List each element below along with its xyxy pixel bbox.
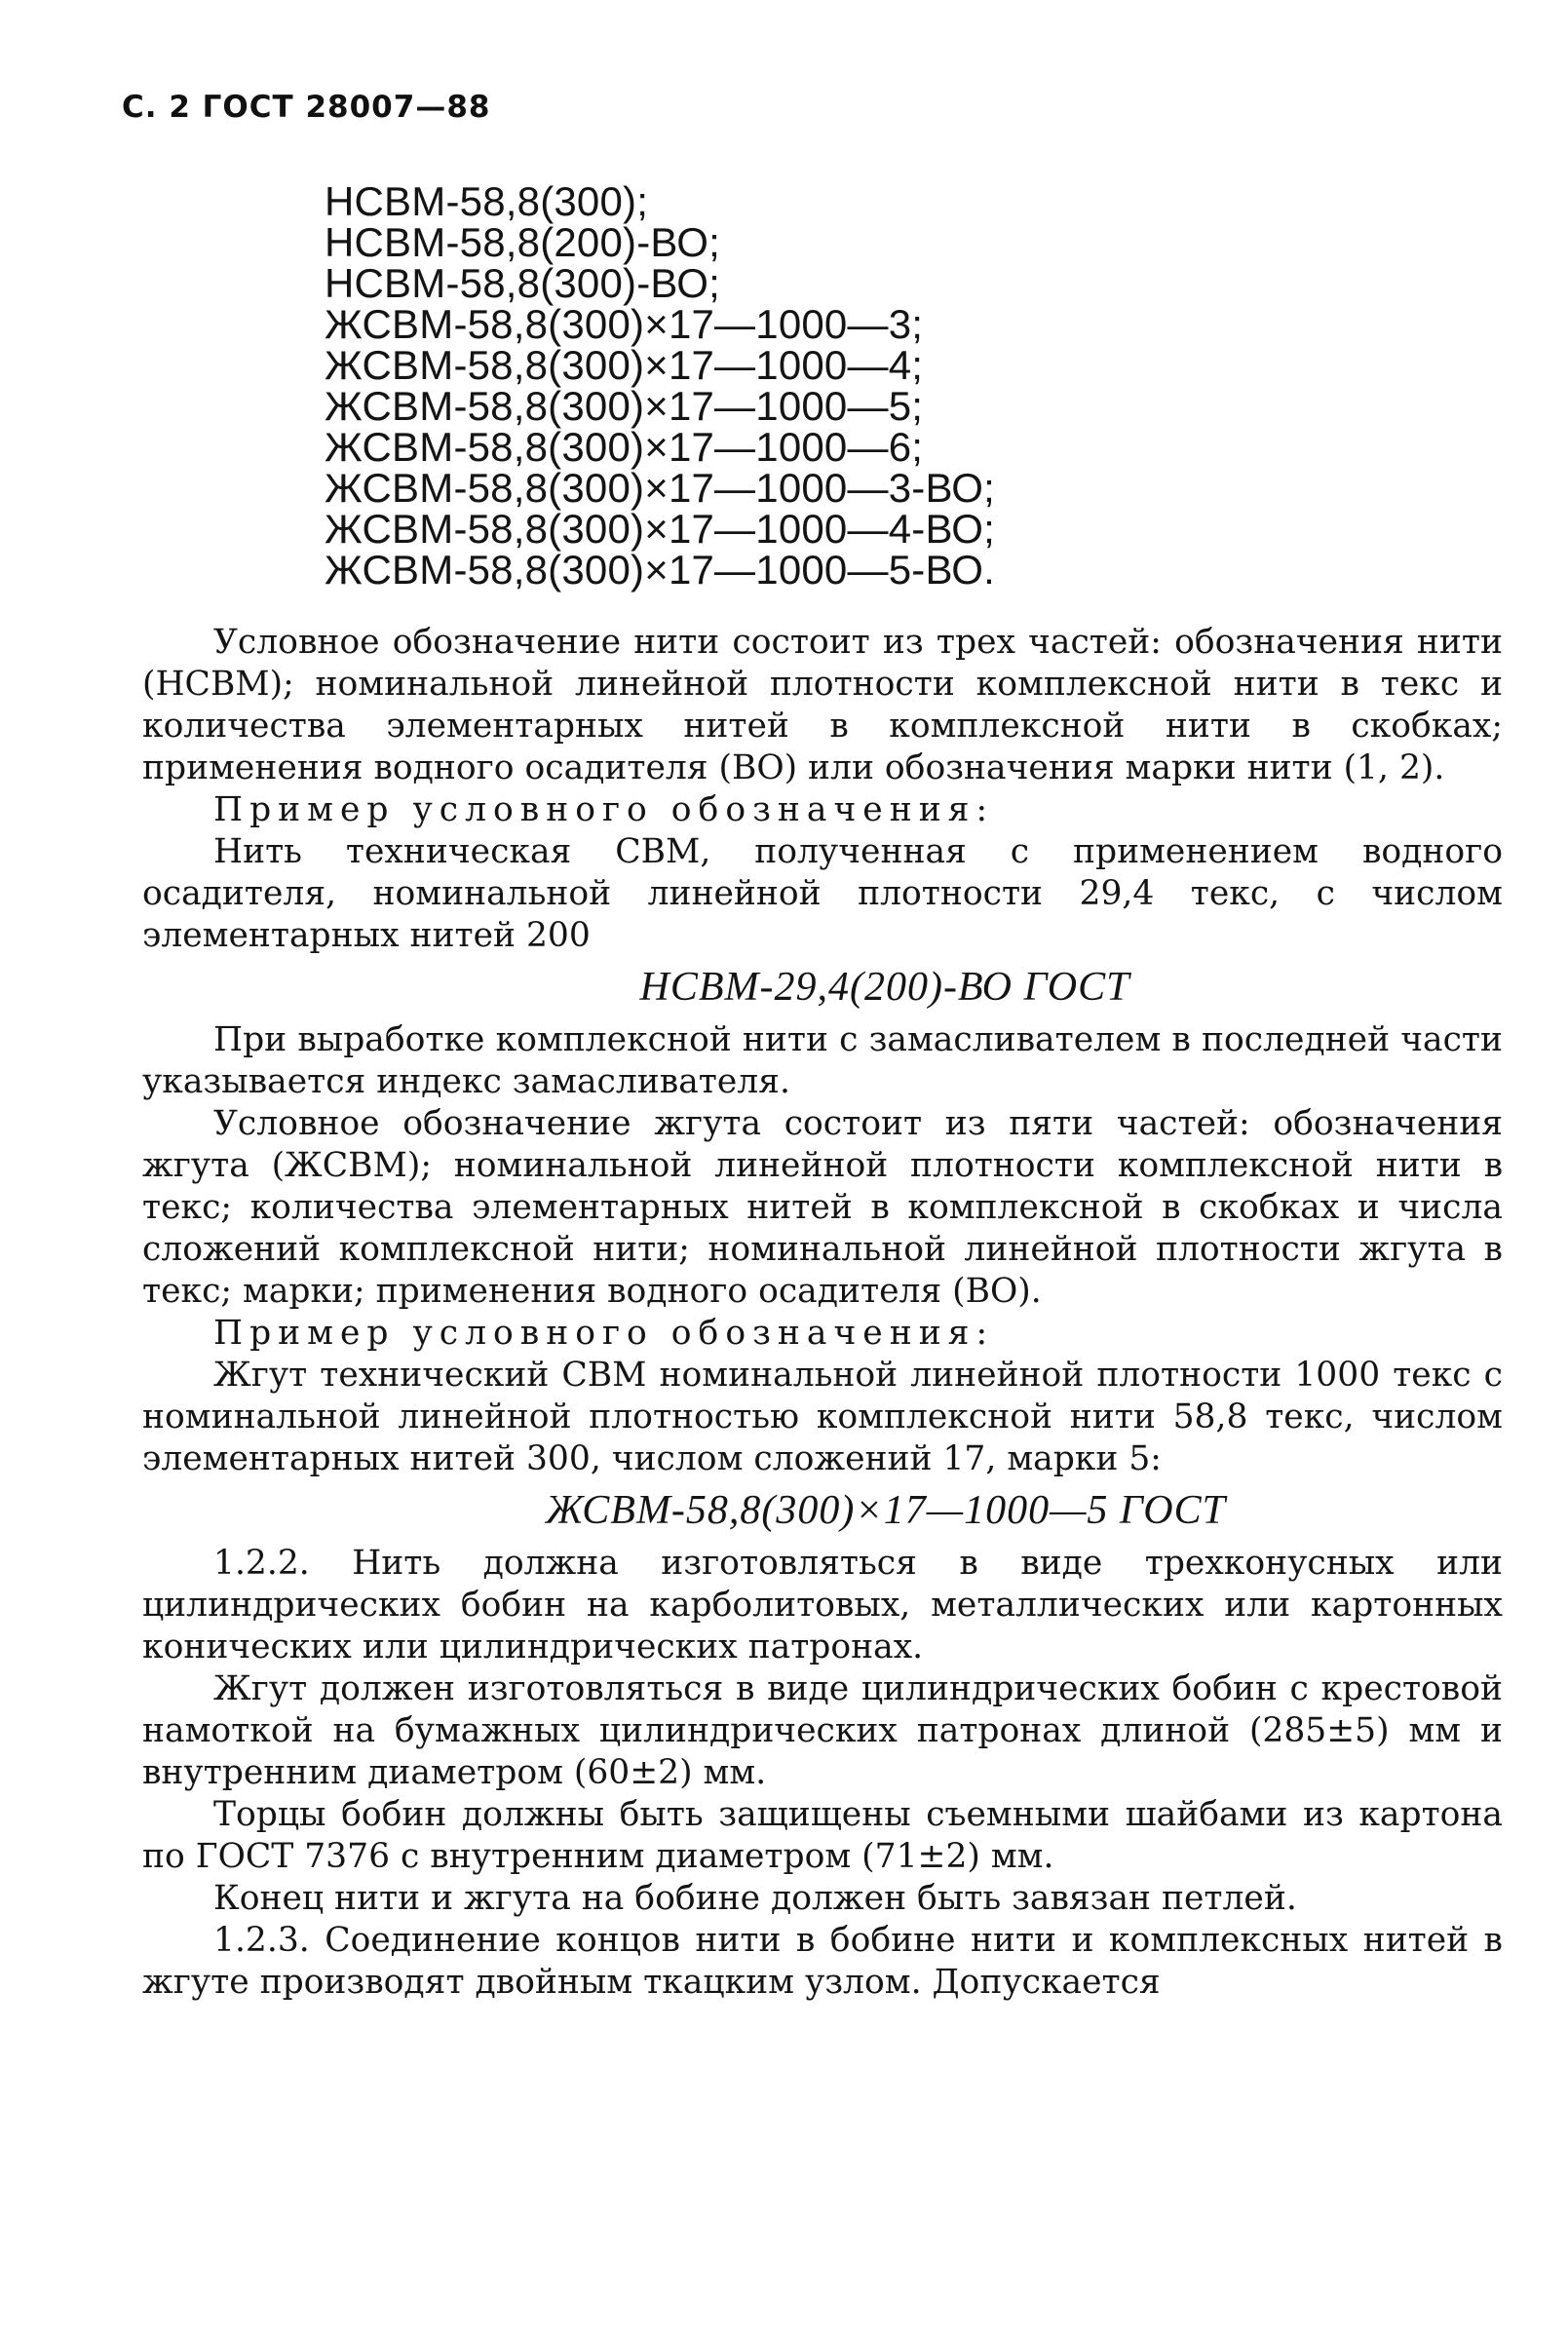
designation-item: НСВМ-58,8(300); (325, 178, 649, 224)
designation-item: ЖСВМ-58,8(300)×17—1000—3; (325, 301, 924, 347)
page-header: С. 2 ГОСТ 28007—88 (122, 90, 491, 125)
example-heading: Пример условного обозначения: (213, 1314, 995, 1353)
paragraph-clause-1-2-2: 1.2.2. Нить должна изготовляться в виде трехконусных или цилиндрических бобин на карболитовых, металлических или картонных конических или цилиндрических патронах. (142, 1544, 1503, 1666)
designation-item: ЖСВМ-58,8(300)×17—1000—4; (325, 342, 924, 388)
paragraph-bobbin-ends: Торцы бобин должны быть защищены съемными шайбами из картона по ГОСТ 7376 с внутренним диаметром (71±2) мм. (142, 1795, 1503, 1876)
paragraph-loop-end: Конец нити и жгута на бобине должен быть завязан петлей. (213, 1879, 1297, 1918)
paragraph-thread-designation: Условное обозначение нити состоит из трех частей: обозначения нити (НСВМ); номинальной линейной плотности комплексной нити в текс и количества элементарных нитей в комплексной нити в скобках; применения водного осадителя (ВО) или обозначения марки нити (1, 2). (142, 623, 1503, 787)
example-heading: Пример условного обозначения: (213, 790, 995, 829)
designation-list (325, 178, 995, 593)
paragraph-lubricant-index: При выработке комплексной нити с замасливателем в последней части указывается индекс замасливателя. (142, 1020, 1503, 1101)
designation-item: ЖСВМ-58,8(300)×17—1000—5-ВО. (325, 547, 995, 593)
designation-item: НСВМ-58,8(200)-ВО; (325, 219, 720, 265)
designation-item: ЖСВМ-58,8(300)×17—1000—3-ВО; (325, 465, 995, 511)
body-text (142, 622, 1503, 2004)
designation-item: ЖСВМ-58,8(300)×17—1000—5; (325, 383, 924, 429)
paragraph-tow-designation: Условное обозначение жгута состоит из пяти частей: обозначения жгута (ЖСВМ); номинальной линейной плотности комплексной нити в текс; количества элементарных нитей в комплексной в скобках и числа сложений комплексной нити; номинальной линейной плотности жгута в текс; марки; применения водного осадителя (ВО). (142, 1104, 1503, 1311)
paragraph-thread-example: Нить техническая СВМ, полученная с применением водного осадителя, номинальной линейной плотности 29,4 текс, с числом элементарных нитей 200 (142, 832, 1503, 955)
paragraph-tow-example: Жгут технический СВМ номинальной линейной плотности 1000 текс с номинальной линейной плотностью комплексной нити 58,8 текс, числом элементарных нитей 300, числом сложений 17, марки 5: (142, 1356, 1503, 1478)
designation-item: ЖСВМ-58,8(300)×17—1000—4-ВО; (325, 506, 995, 552)
paragraph-tow-bobbins: Жгут должен изготовляться в виде цилиндрических бобин с крестовой намоткой на бумажных цилиндрических патронах длиной (285±5) мм и внутренним диаметром (60±2) мм. (142, 1669, 1503, 1792)
formula-tow-example: ЖСВМ-58,8(300)×17—1000—5 ГОСТ (546, 1488, 1226, 1533)
designation-item: ЖСВМ-58,8(300)×17—1000—6; (325, 424, 924, 470)
designation-item: НСВМ-58,8(300)-ВО; (325, 260, 720, 306)
formula-thread-example: НСВМ-29,4(200)-ВО ГОСТ (639, 965, 1130, 1010)
paragraph-clause-1-2-3: 1.2.3. Соединение концов нити в бобине нити и комплексных нитей в жгуте производят двойным ткацким узлом. Допускается (142, 1921, 1503, 2002)
